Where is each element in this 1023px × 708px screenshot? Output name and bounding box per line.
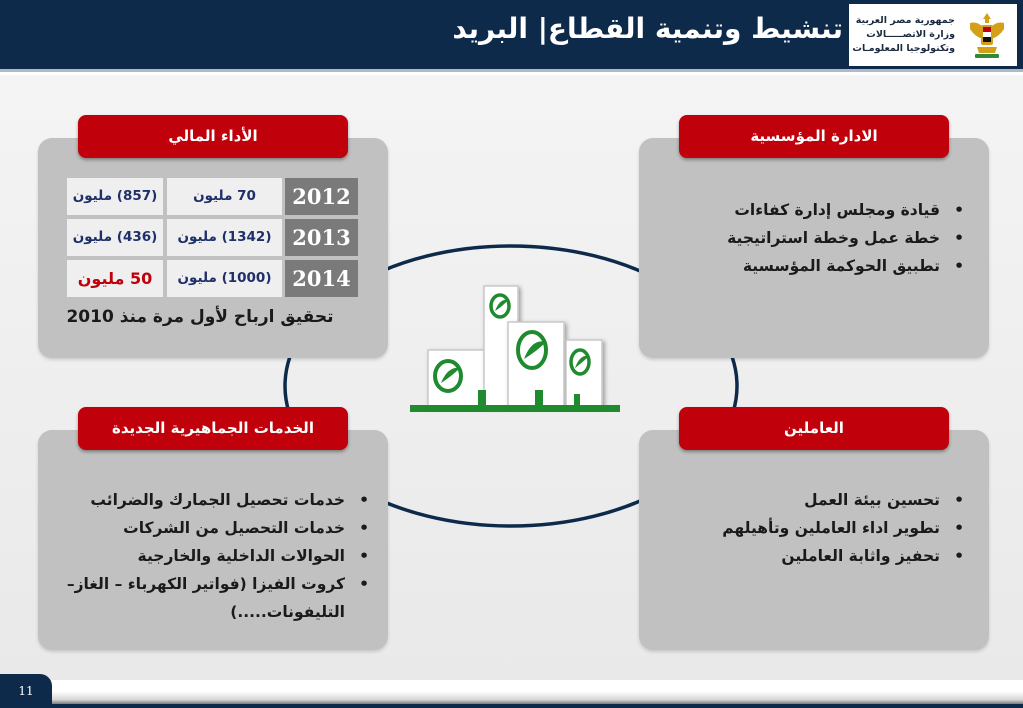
list-item: • تطوير اداء العاملين وتأهيلهم <box>660 514 970 542</box>
financial-cell-2014-col1: (1000) مليون <box>167 260 282 297</box>
list-item: • تحفيز واثابة العاملين <box>660 542 970 570</box>
employees-list <box>660 486 970 570</box>
list-item: • خدمات تحصيل الجمارك والضرائب <box>50 486 375 514</box>
page-number: 11 <box>0 674 52 708</box>
list-item: • تطبيق الحوكمة المؤسسية <box>660 252 970 280</box>
ministry-line-1: جمهورية مصر العربية <box>855 15 955 26</box>
financial-cell-2012-col2: (857) مليون <box>67 178 163 215</box>
list-item: • تحسين بيئة العمل <box>660 486 970 514</box>
financial-note: تحقيق ارباح لأول مرة منذ 2010 <box>66 307 334 327</box>
page-title: تنشيط وتنمية القطاع| البريد <box>452 12 843 45</box>
list-item: • قيادة ومجلس إدارة كفاءات <box>660 196 970 224</box>
financial-cell-2013-col2: (436) مليون <box>67 219 163 256</box>
list-item: • خدمات التحصيل من الشركات <box>50 514 375 542</box>
ministry-line-2: وزارة الاتصـــــالات <box>866 29 955 40</box>
financial-cell-2012-col1: 70 مليون <box>167 178 282 215</box>
services-title: الخدمات الجماهيرية الجديدة <box>78 407 348 450</box>
list-item: • الحوالات الداخلية والخارجية <box>50 542 375 570</box>
financial-cell-2014-col2: 50 مليون <box>67 260 163 297</box>
employees-title: العاملين <box>679 407 949 450</box>
post-buildings-icon <box>408 282 622 414</box>
institutional-title: الادارة المؤسسية <box>679 115 949 158</box>
financial-title: الأداء المالي <box>78 115 348 158</box>
financial-cell-2013-col1: (1342) مليون <box>167 219 282 256</box>
list-item: • كروت الفيزا (فواتير الكهرباء – الغاز– التليفونات.....) <box>50 570 375 626</box>
footer-bar <box>0 680 1023 708</box>
financial-year-2012: 2012 <box>285 178 358 215</box>
services-list <box>50 486 375 626</box>
financial-year-2014: 2014 <box>285 260 358 297</box>
ministry-line-3: وتكنولوجيا المعلومـات <box>852 43 955 54</box>
list-item: • خطة عمل وخطة استراتيجية <box>660 224 970 252</box>
institutional-list <box>660 196 970 280</box>
financial-year-2013: 2013 <box>285 219 358 256</box>
